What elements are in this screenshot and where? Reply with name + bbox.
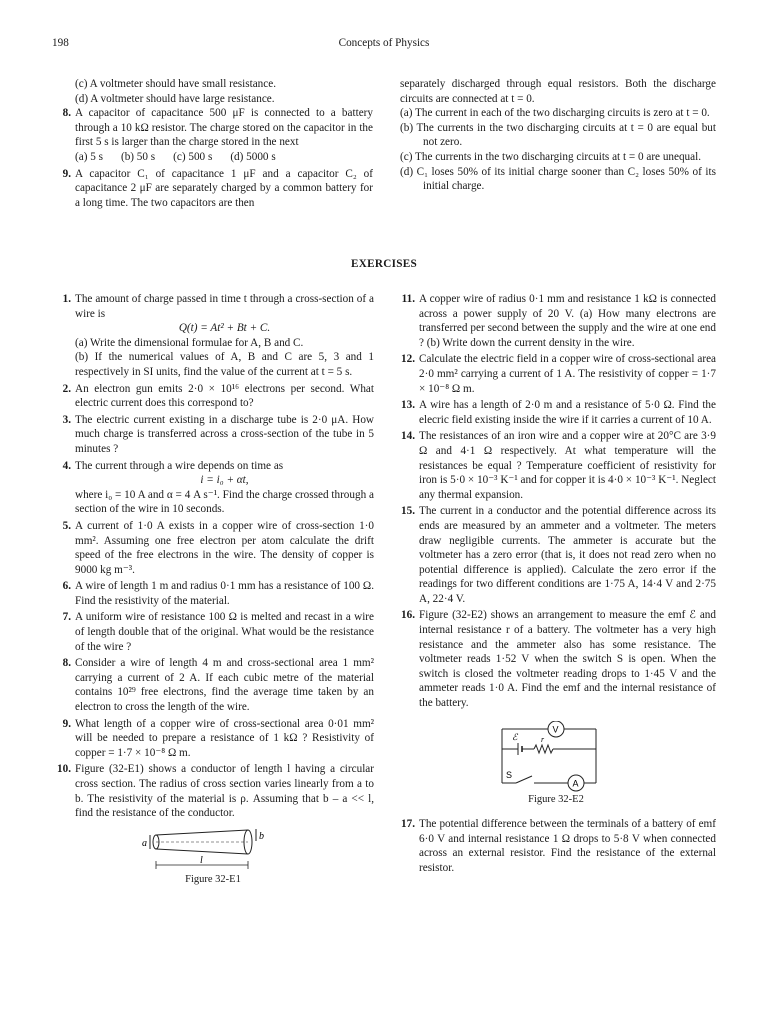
label-l: l [200, 854, 203, 866]
exercise-2 [52, 382, 374, 411]
label-b: b [259, 830, 264, 842]
question-text: The potential difference between the terminals of a battery of emf 6·0 V and internal resistance 1 Ω drops to 5·8 V when connected across an external resistor. Find the resistance of the external resistor. [419, 818, 716, 874]
exercise-7 [52, 610, 374, 654]
question-number: 16. [401, 609, 415, 622]
question-text: The current through a wire depends on time as [75, 459, 284, 472]
question-text: An electron gun emits 2·0 × 10¹⁶ electrons per second. What electric current does this correspond to? [75, 382, 374, 410]
question-text: The electric current existing in a discharge tube is 2·0 μA. How much charge is transferred across a cross-section of the tube in 5 minutes ? [75, 413, 374, 455]
exercise-11 [396, 292, 716, 350]
option-b: (b) 50 s [120, 150, 156, 163]
equation: Q(t) = At² + Bt + C. [178, 322, 271, 335]
figure-caption: Figure 32-E2 [528, 793, 584, 805]
exercise-5 [52, 519, 374, 577]
exercise-15 [396, 504, 716, 606]
question-text: A wire of length 1 m and radius 0·1 mm has a resistance of 100 Ω. Find the resistivity of the material. [75, 580, 374, 607]
top-left-column [52, 77, 373, 212]
running-title: Concepts of Physics [338, 37, 430, 49]
question-text: Calculate the electric field in a copper wire of cross-sectional area 2·0 mm² carrying a current of 1 A. The resistivity of copper = 1·7 × 10⁻⁸ Ω m. [419, 353, 716, 395]
question-number: 9. [62, 167, 71, 180]
page-header [52, 36, 716, 52]
question-text: A capacitor of capacitance 500 μF is connected to a battery through a 10 kΩ resistor. The charge stored on the capacitor in the first 5 s is larger than the charge stored in the next [75, 107, 373, 149]
section-title: EXERCISES [350, 258, 418, 270]
objective-question-8 [52, 106, 373, 164]
question-text: A capacitor C₁ of capacitance 1 μF and a capacitor C₂ of capacitance 2 μF are separately charged by a common battery for a long time. The two capacitors are then [75, 167, 373, 209]
question-text-continued: where i₀ = 10 A and α = 4 A s⁻¹. Find the charge crossed through a section of the wire in 10 seconds. [75, 488, 374, 516]
exercise-14 [396, 429, 716, 502]
lower-edge [156, 849, 248, 854]
exercise-3 [52, 413, 374, 457]
exercise-1 [52, 292, 374, 380]
internal-resistor [534, 745, 553, 753]
part-b: (b) If the numerical values of A, B and C are 5, 3 and 1 respectively in SI units, find the value of the current at t = 5 s. [75, 351, 374, 378]
option-d: (d) C₁ loses 50% of its initial charge sooner than C₂ loses 50% of its initial charge. [400, 165, 716, 193]
question-number: 10. [57, 763, 71, 776]
question-number: 2. [62, 382, 71, 395]
figure-caption: Figure 32-E1 [185, 873, 241, 885]
option-a: (a) 5 s [75, 150, 103, 163]
question-continuation: separately discharged through equal resistors. Both the discharge circuits are connected at t = 0. [400, 78, 716, 105]
question-number: 12. [401, 353, 415, 366]
tapered-conductor-diagram [138, 827, 288, 873]
question-number: 8. [62, 657, 71, 670]
figure-32-e1 [52, 827, 374, 888]
question-number: 4. [62, 459, 71, 472]
question-text: Consider a wire of length 4 m and cross-sectional area 1 mm² carrying a current of 2 A. If each cubic metre of the material contains 10²⁹ free electrons, find the average time taken by an electron to cross the length of the wire. [75, 657, 374, 714]
option-c: (c) The currents in the two discharging circuits at t = 0 are unequal. [400, 150, 702, 163]
part-a: (a) Write the dimensional formulae for A, B and C. [75, 336, 304, 349]
exercises-right-column [396, 292, 716, 878]
exercise-12 [396, 352, 716, 396]
voltmeter-label: V [552, 724, 559, 735]
question-number: 7. [62, 611, 71, 624]
question-number: 11. [401, 293, 415, 305]
option-c: (c) 500 s [173, 150, 213, 163]
option-c: (c) A voltmeter should have small resistance. [75, 78, 277, 90]
option-d: (d) 5000 s [230, 150, 276, 163]
upper-edge [156, 830, 248, 835]
exercise-10 [52, 762, 374, 820]
question-number: 14. [401, 430, 415, 443]
exercise-13 [396, 398, 716, 427]
objective-question-9 [52, 167, 373, 211]
page-number: 198 [52, 37, 69, 49]
exercise-6 [52, 579, 374, 608]
question-text: A uniform wire of resistance 100 Ω is melted and recast in a wire of length double that of the original. What would be the resistance of the wire ? [75, 611, 374, 653]
ammeter-label: A [572, 778, 579, 789]
option-b: (b) The currents in the two discharging circuits at t = 0 are equal but not zero. [400, 121, 716, 149]
option-a: (a) The current in each of the two discharging circuits is zero at t = 0. [400, 107, 710, 120]
equation: i = i₀ + αt, [200, 474, 249, 487]
exercises-left-column [52, 292, 374, 887]
question-number: 3. [62, 413, 71, 426]
option-d: (d) A voltmeter should have large resistance. [75, 92, 275, 105]
top-right-column [400, 77, 716, 194]
question-number: 17. [401, 818, 415, 831]
exercise-8 [52, 656, 374, 714]
label-a: a [142, 837, 147, 849]
question-text: The current in a conductor and the potential difference across its ends are measured by an ammeter and a voltmeter. The meters draw negligible currents. The ammeter is accurate but the voltmeter has a zero error (that is, it does not read zero when no potential difference is applied). Calculate the zero error if the readings for two different conditions are 1·75 A, 14·4 V and 2·75 A, 22·4 V. [419, 505, 716, 605]
figure-32-e2 [396, 721, 716, 808]
question-text: Figure (32-E2) shows an arrangement to measure the emf ℰ and internal resistance r of a battery. The voltmeter has a very high resistance and the ammeter also has some resistance. The voltmeter reads 1·52 V when the switch S is open. When the switch is closed the voltmeter reading drops to 1·45 V and the ammeter reads 1·0 A. Find the emf and the internal resistance of the battery. [419, 609, 716, 710]
question-text: A copper wire of radius 0·1 mm and resistance 1 kΩ is connected across a power supply of 20 V. (a) How many electrons are transferred per second between the supply and the wire at one end ? (b) Write down the current density in the wire. [419, 293, 716, 349]
exercise-16 [396, 608, 716, 710]
question-number: 6. [62, 580, 71, 593]
battery-circuit-diagram [496, 721, 616, 793]
internal-resistance-label: r [541, 734, 545, 744]
question-text: The resistances of an iron wire and a copper wire at 20°C are 3·9 Ω and 4·1 Ω respectively. At what temperature will the resistances be equal ? Temperature coefficient of resistivity for iron is 5·0 × 10⁻³ K⁻¹ and for copper it is 4·0 × 10⁻³ K⁻¹. Neglect any thermal expansion. [419, 430, 716, 501]
question-number: 5. [62, 519, 71, 532]
exercise-9 [52, 717, 374, 761]
switch-arm [516, 776, 532, 783]
question-number: 15. [401, 505, 415, 518]
question-number: 9. [62, 717, 71, 730]
question-options [75, 150, 373, 165]
question-number: 1. [62, 293, 71, 305]
exercise-17 [396, 817, 716, 875]
question-text: What length of a copper wire of cross-sectional area 0·01 mm² will be needed to prepare a resistance of 1 kΩ ? Resistivity of copper = 1·7 × 10⁻⁸ Ω m. [75, 717, 374, 759]
question-number: 13. [401, 399, 415, 412]
question-text: The amount of charge passed in time t through a cross-section of a wire is [75, 293, 374, 320]
exercise-4 [52, 459, 374, 517]
question-text: Figure (32-E1) shows a conductor of length l having a circular cross section. The radius of cross section varies linearly from a to b. The resistivity of the material is ρ. Assuming that b – a << l, find the resistance of the conductor. [75, 763, 374, 820]
switch-label: S [506, 769, 513, 780]
emf-label: ℰ [512, 731, 518, 742]
question-text: A wire has a length of 2·0 m and a resistance of 5·0 Ω. Find the elecric field existing inside the wire if it carries a current of 10 A. [419, 399, 716, 426]
question-text: A current of 1·0 A exists in a copper wire of cross-section 1·0 mm². Assuming one free electron per atom calculate the drift speed of the free electrons in the wire. The density of copper is 9000 kg m⁻³. [75, 519, 374, 576]
question-number: 8. [62, 107, 71, 120]
